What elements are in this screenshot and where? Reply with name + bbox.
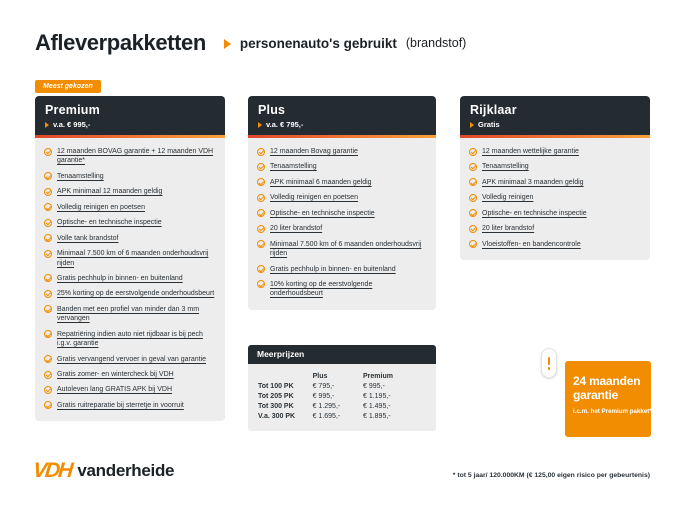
table-row [258,381,426,391]
package-price-row [45,120,215,129]
check-icon [44,371,52,379]
row-label: Tot 100 PK [258,382,294,390]
package-plus [248,96,436,310]
row-plus-price: € 795,- [312,382,335,390]
feature-item: 20 liter brandstof [469,224,641,233]
check-icon [257,225,265,233]
feature-item: Gratis vervangend vervoer in geval van garantie [44,355,216,364]
arrow-icon [224,39,231,49]
check-icon [257,280,265,288]
surcharges-card [248,345,436,431]
arrow-icon [258,122,262,128]
feature-item: Gratis zomer- en wintercheck bij VDH [44,370,216,379]
guarantee-title-line2: garantie [573,388,619,403]
table-row [258,412,426,422]
surcharges-col-plus: Plus [312,372,328,380]
package-feature-list [35,138,225,421]
footnote: * tot 5 jaar/ 120.000KM (€ 125,00 eigen risico per gebeurtenis) [452,472,650,479]
package-feature-list [248,138,436,310]
row-label: Tot 300 PK [258,403,294,411]
feature-item: Volle tank brandstof [44,234,216,243]
package-price-row [470,120,640,129]
feature-item: Tenaamstelling [469,162,641,171]
check-icon [257,194,265,202]
package-name: Rijklaar [470,103,517,117]
row-label: Tot 205 PK [258,392,294,400]
check-icon [44,172,52,180]
package-premium [35,96,225,421]
feature-item: 10% korting op de eerstvolgende onderhoudsbeurt [257,280,427,299]
feature-item: Banden met een profiel van minder dan 3 mm vervangen [44,305,216,324]
feature-item: 12 maanden Bovag garantie [257,147,427,156]
feature-item: Repatriëring indien auto niet rijdbaar is bij pech i.g.v. garantie [44,330,216,349]
feature-item: APK minimaal 6 maanden geldig [257,178,427,187]
package-header [460,96,650,135]
row-plus-price: € 1.695,- [312,413,341,421]
page-subtitle: personenauto's gebruikt [239,35,397,51]
check-icon [44,219,52,227]
check-icon [257,163,265,171]
vdh-logo [33,459,174,483]
table-row [258,391,426,401]
surcharges-body [248,364,436,431]
surcharges-col-premium: Premium [362,372,393,380]
package-rijklaar [460,96,650,260]
check-icon [44,401,52,409]
check-icon [257,265,265,273]
check-icon [44,188,52,196]
check-icon [44,386,52,394]
check-icon [44,355,52,363]
vdh-logo-text: vanderheide [77,461,175,480]
row-premium-price: € 1.895,- [362,413,391,421]
check-icon [469,194,477,202]
surcharges-header [248,345,436,364]
feature-item: 20 liter brandstof [257,224,427,233]
row-premium-price: € 1.495,- [362,403,391,411]
check-icon [44,148,52,156]
surcharges-table [258,371,426,422]
arrow-icon [45,122,49,128]
package-header [248,96,436,135]
row-label: V.a. 300 PK [258,413,296,421]
feature-item: Gratis ruitreparatie bij sterretje in voorruit [44,401,216,410]
check-icon [469,178,477,186]
package-name: Plus [258,103,286,117]
feature-item: Autoleven lang GRATIS APK bij VDH [44,385,216,394]
feature-item: 12 maanden BOVAG garantie + 12 maanden VDH garantie* [44,147,216,166]
guarantee-title-line1: 24 maanden [573,374,641,388]
exclamation-badge [541,348,557,378]
feature-item: Optische- en technische inspectie [257,209,427,218]
check-icon [469,163,477,171]
check-icon [469,209,477,217]
arrow-icon [470,122,474,128]
check-icon [257,240,265,248]
package-header [35,96,225,135]
row-premium-price: € 995,- [362,382,385,390]
check-icon [469,148,477,156]
row-plus-price: € 1.295,- [312,403,341,411]
surcharges-header-row [258,371,426,381]
package-price-row [258,120,426,129]
page-header [35,30,466,56]
package-price: v.a. € 795,- [266,120,304,129]
feature-item: Optische- en technische inspectie [44,218,216,227]
row-plus-price: € 995,- [312,392,335,400]
feature-item: 25% korting op de eerstvolgende onderhoudsbeurt [44,289,216,298]
guarantee-subtitle: i.c.m. het Premium pakket* [573,408,652,416]
table-row [258,402,426,412]
feature-item: Minimaal 7.500 km of 6 maanden onderhoudsvrij rijden [257,240,427,259]
package-price: v.a. € 995,- [53,120,91,129]
check-icon [469,225,477,233]
check-icon [44,250,52,258]
feature-item: Volledig reinigen en poetsen [257,193,427,202]
page-subtitle-note: (brandstof) [405,36,467,50]
check-icon [257,148,265,156]
feature-item: Optische- en technische inspectie [469,209,641,218]
exclamation-icon [548,357,551,370]
feature-item: 12 maanden wettelijke garantie [469,147,641,156]
package-name: Premium [45,103,100,117]
feature-item: Volledig reinigen [469,193,641,202]
feature-item: Minimaal 7.500 km of 6 maanden onderhoudsvrij rijden [44,249,216,268]
most-chosen-badge: Meest gekozen [35,80,101,93]
check-icon [469,240,477,248]
feature-item: Vloeistoffen- en bandencontrole [469,240,641,249]
surcharges-empty-header [258,371,313,381]
check-icon [44,330,52,338]
feature-item: Gratis pechhulp in binnen- en buitenland [44,274,216,283]
surcharges-title: Meerprijzen [257,349,305,359]
check-icon [44,274,52,282]
row-premium-price: € 1.195,- [362,392,391,400]
check-icon [257,209,265,217]
feature-item: Volledig reinigen en poetsen [44,203,216,212]
page-title: Afleverpakketten [35,30,206,55]
check-icon [257,178,265,186]
feature-item: Tenaamstelling [44,172,216,181]
check-icon [44,203,52,211]
feature-item: Tenaamstelling [257,162,427,171]
check-icon [44,290,52,298]
check-icon [44,305,52,313]
package-feature-list [460,138,650,260]
check-icon [44,234,52,242]
vdh-logo-mark: VDH [31,459,73,482]
feature-item: APK minimaal 12 maanden geldig [44,187,216,196]
feature-item: Gratis pechhulp in binnen- en buitenland [257,265,427,274]
package-price: Gratis [478,120,500,129]
feature-item: APK minimaal 3 maanden geldig [469,178,641,187]
guarantee-banner [565,361,651,437]
